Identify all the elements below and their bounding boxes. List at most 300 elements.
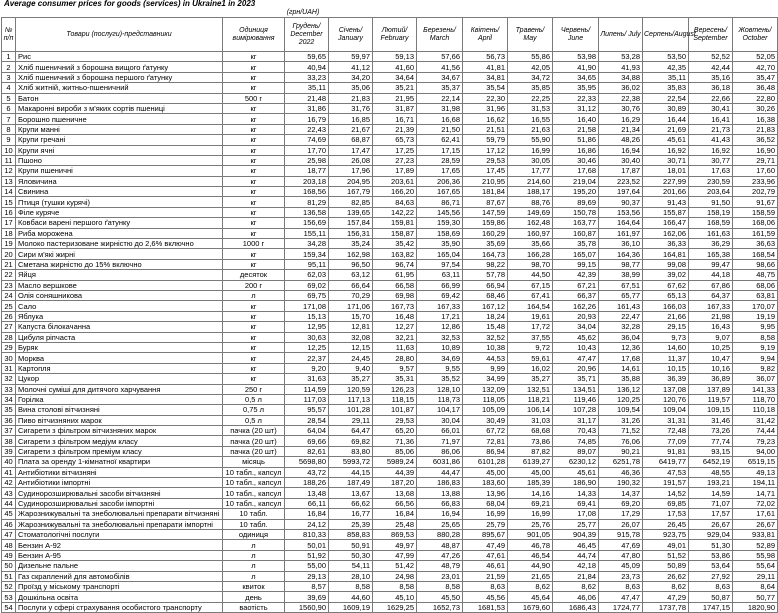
price-cell: 25,98 bbox=[285, 155, 329, 165]
price-cell: 34,65 bbox=[553, 72, 599, 82]
price-cell: 31,46 bbox=[689, 415, 733, 425]
price-cell: 25,48 bbox=[373, 519, 417, 529]
price-cell: 10,25 bbox=[689, 342, 733, 352]
item-name-cell: Крупи пшеничні bbox=[16, 166, 223, 176]
price-cell: 35,06 bbox=[329, 83, 373, 93]
item-name-cell: Хліб пшеничний з борошна вищого ґатунку bbox=[16, 62, 223, 72]
currency-unit-row bbox=[0, 8, 733, 17]
price-cell: 210,95 bbox=[463, 176, 508, 186]
price-cell: 187,49 bbox=[329, 478, 373, 488]
price-cell: 26,08 bbox=[329, 155, 373, 165]
row-number-cell: 24 bbox=[2, 290, 16, 300]
price-cell: 41,12 bbox=[329, 62, 373, 72]
price-cell: 35,27 bbox=[508, 374, 553, 384]
price-cell: 45,61 bbox=[643, 135, 689, 145]
price-cell: 30,46 bbox=[553, 155, 599, 165]
price-cell: 141,33 bbox=[733, 384, 778, 394]
price-cell: 22,47 bbox=[599, 311, 643, 321]
price-cell: 73,86 bbox=[508, 436, 553, 446]
price-cell: 233,96 bbox=[733, 176, 778, 186]
price-cell: 17,68 bbox=[553, 166, 599, 176]
price-cell: 21,66 bbox=[643, 311, 689, 321]
price-cell: 158,69 bbox=[417, 228, 463, 238]
row-number-cell: 4 bbox=[2, 83, 16, 93]
price-cell: 9,57 bbox=[373, 363, 417, 373]
unit-cell: 0,5 л bbox=[223, 415, 285, 425]
table-row bbox=[2, 155, 778, 165]
price-cell: 1629,25 bbox=[373, 602, 417, 612]
price-cell: 170,07 bbox=[733, 301, 778, 311]
price-cell: 59,65 bbox=[285, 52, 329, 62]
price-cell: 42,39 bbox=[553, 270, 599, 280]
table-row bbox=[2, 581, 778, 591]
price-cell: 26,07 bbox=[599, 519, 643, 529]
price-cell: 32,08 bbox=[329, 332, 373, 342]
price-cell: 56,73 bbox=[463, 52, 508, 62]
price-cell: 9,82 bbox=[733, 363, 778, 373]
row-number-cell: 23 bbox=[2, 280, 16, 290]
price-cell: 17,45 bbox=[463, 166, 508, 176]
price-cell: 22,25 bbox=[508, 93, 553, 103]
price-cell: 48,75 bbox=[733, 270, 778, 280]
price-cell: 36,04 bbox=[599, 332, 643, 342]
price-cell: 70,29 bbox=[329, 290, 373, 300]
price-cell: 17,53 bbox=[643, 509, 689, 519]
price-cell: 29,53 bbox=[373, 415, 417, 425]
price-cell: 53,86 bbox=[689, 550, 733, 560]
price-cell: 181,84 bbox=[463, 187, 508, 197]
unit-cell: кг bbox=[223, 311, 285, 321]
price-cell: 74,69 bbox=[285, 135, 329, 145]
price-cell: 110,18 bbox=[733, 405, 778, 415]
price-cell: 49,13 bbox=[733, 467, 778, 477]
price-cell: 6230,12 bbox=[553, 457, 599, 467]
price-cell: 12,86 bbox=[417, 322, 463, 332]
table-row bbox=[2, 467, 778, 477]
price-cell: 30,76 bbox=[599, 103, 643, 113]
price-cell: 47,47 bbox=[599, 592, 643, 602]
price-cell: 30,71 bbox=[643, 155, 689, 165]
price-cell: 91,81 bbox=[643, 446, 689, 456]
price-cell: 171,08 bbox=[285, 301, 329, 311]
table-row bbox=[2, 353, 778, 363]
table-row bbox=[2, 529, 778, 539]
price-cell: 45,50 bbox=[417, 592, 463, 602]
price-cell: 16,62 bbox=[463, 114, 508, 124]
price-cell: 16,84 bbox=[373, 509, 417, 519]
price-cell: 51,30 bbox=[689, 540, 733, 550]
price-cell: 22,37 bbox=[285, 353, 329, 363]
price-cell: 17,96 bbox=[329, 166, 373, 176]
price-cell: 72,02 bbox=[733, 498, 778, 508]
price-cell: 93,15 bbox=[689, 446, 733, 456]
price-cell: 31,63 bbox=[285, 374, 329, 384]
price-cell: 1724,77 bbox=[599, 602, 643, 612]
table-row bbox=[2, 436, 778, 446]
price-cell: 35,85 bbox=[508, 83, 553, 93]
item-name-cell: Плата за оренду 1-кімнатної квартири bbox=[16, 457, 223, 467]
item-name-cell: Жарознижувальні та знеболювальні препарати вітчизняні bbox=[16, 509, 223, 519]
item-name-cell: Сигарети з фільтром вітчизняних марок bbox=[16, 426, 223, 436]
price-cell: 161,97 bbox=[599, 228, 643, 238]
row-number-cell: 40 bbox=[2, 457, 16, 467]
table-row bbox=[2, 509, 778, 519]
column-header: № п/п bbox=[2, 18, 16, 52]
price-cell: 53,50 bbox=[643, 52, 689, 62]
unit-cell: 250 г bbox=[223, 384, 285, 394]
item-name-cell: Масло вершкове bbox=[16, 280, 223, 290]
price-cell: 230,59 bbox=[689, 176, 733, 186]
price-cell: 190,32 bbox=[599, 478, 643, 488]
price-cell: 9,07 bbox=[689, 332, 733, 342]
price-cell: 55,00 bbox=[285, 561, 329, 571]
price-cell: 183,60 bbox=[463, 478, 508, 488]
price-cell: 16,92 bbox=[689, 145, 733, 155]
item-name-cell: Бензин А-95 bbox=[16, 550, 223, 560]
row-number-cell: 53 bbox=[2, 592, 16, 602]
price-cell: 147,59 bbox=[463, 207, 508, 217]
price-cell: 16,55 bbox=[508, 114, 553, 124]
price-cell: 186,83 bbox=[417, 478, 463, 488]
row-number-cell: 39 bbox=[2, 446, 16, 456]
table-row bbox=[2, 571, 778, 581]
price-cell: 41,90 bbox=[553, 62, 599, 72]
price-cell: 11,63 bbox=[373, 342, 417, 352]
price-cell: 30,41 bbox=[689, 103, 733, 113]
row-number-cell: 3 bbox=[2, 72, 16, 82]
price-cell: 34,72 bbox=[508, 72, 553, 82]
price-cell: 933,81 bbox=[733, 529, 778, 539]
row-number-cell: 41 bbox=[2, 467, 16, 477]
price-cell: 42,44 bbox=[689, 62, 733, 72]
table-row bbox=[2, 249, 778, 259]
price-cell: 158,59 bbox=[733, 207, 778, 217]
price-cell: 106,14 bbox=[508, 405, 553, 415]
price-cell: 98,70 bbox=[508, 259, 553, 269]
price-cell: 53,98 bbox=[553, 52, 599, 62]
price-cell: 14,37 bbox=[599, 488, 643, 498]
price-cell: 89,07 bbox=[553, 446, 599, 456]
price-cell: 23,73 bbox=[599, 571, 643, 581]
item-name-cell: Картопля bbox=[16, 363, 223, 373]
price-cell: 63,81 bbox=[733, 290, 778, 300]
price-cell: 10,89 bbox=[417, 342, 463, 352]
price-cell: 62,41 bbox=[417, 135, 463, 145]
price-cell: 6419,77 bbox=[643, 457, 689, 467]
price-cell: 30,89 bbox=[643, 103, 689, 113]
unit-cell: 10 табл. bbox=[223, 509, 285, 519]
price-cell: 31,96 bbox=[463, 103, 508, 113]
price-cell: 25,79 bbox=[463, 519, 508, 529]
table-row bbox=[2, 270, 778, 280]
unit-cell: л bbox=[223, 540, 285, 550]
price-cell: 35,21 bbox=[373, 83, 417, 93]
price-cell: 34,69 bbox=[417, 353, 463, 363]
price-cell: 83,80 bbox=[329, 446, 373, 456]
item-name-cell: Сигарети з фільтром преміум класу bbox=[16, 446, 223, 456]
price-cell: 193,21 bbox=[689, 478, 733, 488]
table-title: Average consumer prices for goods (services) in Ukraine1 in 2023 bbox=[4, 0, 256, 8]
price-cell: 204,95 bbox=[329, 176, 373, 186]
item-name-cell: Пшоно bbox=[16, 155, 223, 165]
unit-cell: квиток bbox=[223, 581, 285, 591]
price-cell: 63,12 bbox=[329, 270, 373, 280]
price-cell: 13,88 bbox=[417, 488, 463, 498]
price-cell: 16,92 bbox=[643, 145, 689, 155]
item-name-cell: Антибіотики вітчизняні bbox=[16, 467, 223, 477]
price-cell: 895,67 bbox=[463, 529, 508, 539]
price-cell: 82,61 bbox=[285, 446, 329, 456]
price-cell: 16,77 bbox=[329, 509, 373, 519]
table-row bbox=[2, 602, 778, 612]
price-table bbox=[1, 17, 778, 613]
price-cell: 14,60 bbox=[643, 342, 689, 352]
price-cell: 16,99 bbox=[508, 145, 553, 155]
price-cell: 1560,90 bbox=[285, 602, 329, 612]
unit-cell: кг bbox=[223, 259, 285, 269]
price-cell: 16,71 bbox=[373, 114, 417, 124]
price-cell: 66,64 bbox=[329, 280, 373, 290]
price-cell: 30,63 bbox=[285, 332, 329, 342]
price-cell: 12,81 bbox=[329, 322, 373, 332]
price-cell: 16,86 bbox=[553, 145, 599, 155]
price-cell: 164,36 bbox=[599, 249, 643, 259]
price-cell: 48,26 bbox=[599, 135, 643, 145]
unit-cell: кг bbox=[223, 332, 285, 342]
row-number-cell: 5 bbox=[2, 93, 16, 103]
column-header: Грудень/ December 2022 bbox=[285, 18, 329, 52]
price-cell: 52,89 bbox=[733, 540, 778, 550]
item-name-cell: Батон bbox=[16, 93, 223, 103]
unit-cell: пачка (20 шт) bbox=[223, 436, 285, 446]
price-cell: 17,87 bbox=[599, 166, 643, 176]
price-cell: 25,77 bbox=[553, 519, 599, 529]
item-name-cell: Вина столові вітчизняні bbox=[16, 405, 223, 415]
price-cell: 17,21 bbox=[417, 311, 463, 321]
item-name-cell: Ковбаси варені першого ґатунку bbox=[16, 218, 223, 228]
price-cell: 31,86 bbox=[285, 103, 329, 113]
unit-cell: день bbox=[223, 592, 285, 602]
price-cell: 24,45 bbox=[329, 353, 373, 363]
table-row bbox=[2, 426, 778, 436]
price-cell: 118,05 bbox=[463, 394, 508, 404]
price-cell: 34,28 bbox=[285, 239, 329, 249]
header-row bbox=[2, 18, 778, 52]
price-cell: 915,78 bbox=[599, 529, 643, 539]
unit-cell: 10 табл., капсул bbox=[223, 467, 285, 477]
table-row bbox=[2, 103, 778, 113]
item-name-cell: Яловичина bbox=[16, 176, 223, 186]
price-cell: 136,58 bbox=[285, 207, 329, 217]
price-cell: 9,19 bbox=[733, 342, 778, 352]
price-cell: 164,54 bbox=[508, 301, 553, 311]
price-cell: 45,00 bbox=[508, 467, 553, 477]
price-cell: 28,80 bbox=[373, 353, 417, 363]
price-cell: 15,13 bbox=[285, 311, 329, 321]
price-cell: 191,57 bbox=[643, 478, 689, 488]
unit-cell: пачка (20 шт) bbox=[223, 426, 285, 436]
price-cell: 6031,86 bbox=[417, 457, 463, 467]
row-number-cell: 9 bbox=[2, 135, 16, 145]
price-cell: 17,29 bbox=[599, 509, 643, 519]
price-cell: 16,84 bbox=[285, 509, 329, 519]
price-cell: 30,26 bbox=[733, 103, 778, 113]
price-cell: 76,06 bbox=[599, 436, 643, 446]
price-cell: 42,35 bbox=[643, 62, 689, 72]
price-cell: 52,52 bbox=[689, 52, 733, 62]
price-cell: 41,81 bbox=[463, 62, 508, 72]
price-cell: 59,97 bbox=[329, 52, 373, 62]
price-cell: 16,90 bbox=[733, 145, 778, 155]
price-cell: 31,31 bbox=[643, 415, 689, 425]
price-cell: 195,20 bbox=[553, 187, 599, 197]
price-cell: 34,64 bbox=[373, 72, 417, 82]
price-cell: 31,87 bbox=[373, 103, 417, 113]
item-name-cell: Судинорозширювальні засоби імпортні bbox=[16, 498, 223, 508]
price-cell: 167,73 bbox=[373, 301, 417, 311]
price-cell: 35,16 bbox=[689, 72, 733, 82]
column-header: Лютий/ February bbox=[373, 18, 417, 52]
price-cell: 163,77 bbox=[553, 218, 599, 228]
price-cell: 8,62 bbox=[508, 581, 553, 591]
price-cell: 194,11 bbox=[733, 478, 778, 488]
item-name-cell: Риба морожена bbox=[16, 228, 223, 238]
table-row bbox=[2, 332, 778, 342]
row-number-cell: 34 bbox=[2, 394, 16, 404]
price-cell: 36,52 bbox=[733, 135, 778, 145]
price-cell: 118,21 bbox=[508, 394, 553, 404]
price-cell: 35,52 bbox=[417, 374, 463, 384]
price-cell: 168,06 bbox=[733, 218, 778, 228]
price-cell: 21,39 bbox=[373, 124, 417, 134]
price-cell: 31,98 bbox=[417, 103, 463, 113]
item-name-cell: Дошкільна освіта bbox=[16, 592, 223, 602]
price-cell: 36,33 bbox=[643, 239, 689, 249]
price-cell: 9,99 bbox=[463, 363, 508, 373]
price-cell: 90,21 bbox=[599, 446, 643, 456]
price-cell: 1679,60 bbox=[508, 602, 553, 612]
price-cell: 101,87 bbox=[373, 405, 417, 415]
price-cell: 202,79 bbox=[733, 187, 778, 197]
row-number-cell: 42 bbox=[2, 478, 16, 488]
price-cell: 167,33 bbox=[417, 301, 463, 311]
row-number-cell: 27 bbox=[2, 322, 16, 332]
table-row bbox=[2, 135, 778, 145]
price-cell: 45,61 bbox=[553, 467, 599, 477]
unit-cell: кг bbox=[223, 363, 285, 373]
row-number-cell: 30 bbox=[2, 353, 16, 363]
price-cell: 6139,27 bbox=[508, 457, 553, 467]
price-cell: 74,44 bbox=[733, 426, 778, 436]
price-cell: 880,28 bbox=[417, 529, 463, 539]
table-row bbox=[2, 62, 778, 72]
price-cell: 21,51 bbox=[463, 124, 508, 134]
price-cell: 53,28 bbox=[599, 52, 643, 62]
price-cell: 105,09 bbox=[463, 405, 508, 415]
item-name-cell: Газ скраплений для автомобілів bbox=[16, 571, 223, 581]
price-cell: 29,13 bbox=[285, 571, 329, 581]
price-cell: 67,86 bbox=[689, 280, 733, 290]
price-cell: 5989,24 bbox=[373, 457, 417, 467]
price-cell: 44,60 bbox=[329, 592, 373, 602]
price-cell: 13,48 bbox=[285, 488, 329, 498]
price-cell: 8,58 bbox=[373, 581, 417, 591]
unit-cell: 0,5 л bbox=[223, 394, 285, 404]
price-cell: 45,10 bbox=[373, 592, 417, 602]
price-cell: 66,01 bbox=[417, 426, 463, 436]
price-cell: 91,67 bbox=[733, 197, 778, 207]
price-cell: 1681,53 bbox=[463, 602, 508, 612]
price-cell: 15,48 bbox=[463, 322, 508, 332]
price-cell: 59,79 bbox=[463, 135, 508, 145]
table-row bbox=[2, 311, 778, 321]
price-cell: 22,80 bbox=[733, 93, 778, 103]
row-number-cell: 25 bbox=[2, 301, 16, 311]
price-cell: 18,01 bbox=[643, 166, 689, 176]
price-cell: 99,47 bbox=[689, 259, 733, 269]
column-header: Квітень/ April bbox=[463, 18, 508, 52]
column-header: Червень/ June bbox=[553, 18, 599, 52]
item-name-cell: Антибіотики імпортні bbox=[16, 478, 223, 488]
price-cell: 136,12 bbox=[599, 384, 643, 394]
price-cell: 89,69 bbox=[553, 197, 599, 207]
price-cell: 145,56 bbox=[417, 207, 463, 217]
price-cell: 53,64 bbox=[689, 561, 733, 571]
price-cell: 47,53 bbox=[643, 467, 689, 477]
price-cell: 1609,19 bbox=[329, 602, 373, 612]
price-cell: 10,38 bbox=[463, 342, 508, 352]
price-cell: 8,63 bbox=[599, 581, 643, 591]
price-cell: 16,94 bbox=[417, 509, 463, 519]
row-number-cell: 18 bbox=[2, 228, 16, 238]
price-cell: 858,83 bbox=[329, 529, 373, 539]
row-number-cell: 44 bbox=[2, 498, 16, 508]
price-cell: 214,60 bbox=[508, 176, 553, 186]
price-cell: 12,27 bbox=[373, 322, 417, 332]
price-cell: 171,06 bbox=[329, 301, 373, 311]
price-cell: 47,69 bbox=[599, 540, 643, 550]
price-cell: 35,11 bbox=[643, 72, 689, 82]
item-name-cell: Судинорозширювальні засоби вітчизняні bbox=[16, 488, 223, 498]
price-cell: 168,56 bbox=[285, 187, 329, 197]
price-cell: 158,87 bbox=[373, 228, 417, 238]
row-number-cell: 49 bbox=[2, 550, 16, 560]
item-name-cell: Проїзд у міському транспорті bbox=[16, 581, 223, 591]
price-cell: 68,46 bbox=[463, 290, 508, 300]
price-cell: 21,63 bbox=[508, 124, 553, 134]
price-cell: 98,22 bbox=[463, 259, 508, 269]
row-number-cell: 22 bbox=[2, 270, 16, 280]
price-cell: 48,79 bbox=[417, 561, 463, 571]
price-cell: 36,63 bbox=[733, 239, 778, 249]
price-cell: 19,61 bbox=[508, 311, 553, 321]
unit-cell: кг bbox=[223, 114, 285, 124]
unit-cell: кг bbox=[223, 135, 285, 145]
row-number-cell: 21 bbox=[2, 259, 16, 269]
price-cell: 91,43 bbox=[643, 197, 689, 207]
price-cell: 82,85 bbox=[329, 197, 373, 207]
row-number-cell: 14 bbox=[2, 187, 16, 197]
price-cell: 8,57 bbox=[285, 581, 329, 591]
row-number-cell: 46 bbox=[2, 519, 16, 529]
price-cell: 161,59 bbox=[733, 228, 778, 238]
price-cell: 35,37 bbox=[417, 83, 463, 93]
price-cell: 96,74 bbox=[373, 259, 417, 269]
price-cell: 69,98 bbox=[373, 290, 417, 300]
price-cell: 18,24 bbox=[463, 311, 508, 321]
row-number-cell: 51 bbox=[2, 571, 16, 581]
price-cell: 40,94 bbox=[285, 62, 329, 72]
